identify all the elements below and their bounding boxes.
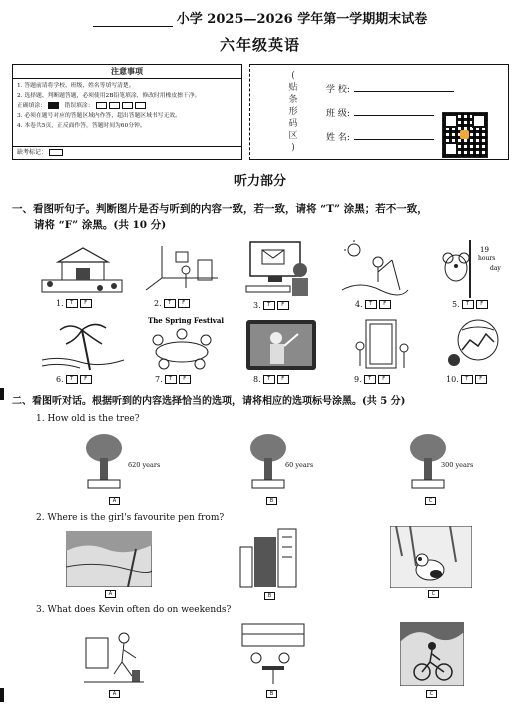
false-bubble[interactable]: F	[80, 299, 92, 308]
q1-option-b[interactable]: B	[266, 497, 277, 505]
false-bubble[interactable]: F	[80, 375, 92, 384]
true-bubble[interactable]: T	[462, 300, 474, 309]
item-number: 6.	[56, 375, 64, 384]
notice-rule: 1. 答题前请将学校、班级、姓名等填写清楚。	[17, 83, 135, 89]
class-label: 班 级:	[326, 109, 350, 119]
tree-age-c: 300 years	[441, 461, 474, 469]
q3-option-b[interactable]: B	[266, 690, 277, 698]
item-10-answer	[446, 375, 487, 384]
school-blank	[93, 26, 173, 27]
false-bubble[interactable]: F	[277, 301, 289, 310]
item-7-answer	[155, 375, 191, 384]
sticker-char: 形	[288, 107, 298, 117]
item-number: 2.	[154, 299, 162, 308]
true-bubble[interactable]: T	[263, 375, 275, 384]
item-5-answer	[452, 300, 488, 309]
item-9-answer	[354, 375, 390, 384]
false-bubble[interactable]: F	[475, 375, 487, 384]
true-bubble[interactable]: T	[66, 375, 78, 384]
tree-age-b: 60 years	[285, 461, 314, 469]
tree-option-a	[82, 430, 132, 494]
cleaning-option-a	[84, 624, 144, 688]
picture-5-hours-number: 19	[480, 246, 489, 254]
true-bubble[interactable]: T	[365, 300, 377, 309]
item-number: 7.	[155, 375, 163, 384]
q3-option-c[interactable]: C	[426, 690, 437, 698]
question-1: 1. How old is the tree?	[36, 414, 140, 424]
false-bubble[interactable]: F	[378, 375, 390, 384]
q2-option-b[interactable]: B	[264, 592, 275, 600]
qr-code-image	[442, 112, 488, 158]
true-bubble[interactable]: T	[263, 301, 275, 310]
exam-title	[0, 8, 520, 27]
true-bubble[interactable]: T	[66, 299, 78, 308]
question-3: 3. What does Kevin often do on weekends?	[36, 605, 232, 615]
item-number: 5.	[452, 300, 460, 309]
notice-fill-example	[17, 101, 237, 111]
sticker-char: 区	[288, 131, 298, 141]
notice-rule: 正确填涂：	[17, 103, 46, 109]
q1-option-c[interactable]: C	[425, 497, 436, 505]
notice-rule: 4. 本卷共5页，正反面作答，答题时间为60分钟。	[17, 123, 146, 129]
part2-instruction: 二、看图听对话。根据听到的内容选择恰当的选项，请将相应的选项标号涂黑。(共 5 分)	[12, 396, 406, 407]
picture-2-room	[142, 240, 222, 296]
q2-option-c[interactable]: C	[428, 590, 439, 598]
notice-rule: 3. 必须在题号对应的答题区域内作答，超出答题区域书写无效。	[17, 113, 181, 119]
q2-option-a[interactable]: A	[105, 590, 116, 598]
item-number: 8.	[253, 375, 261, 384]
qr-corner	[472, 114, 486, 128]
false-bubble[interactable]: F	[476, 300, 488, 309]
picture-5-koala	[436, 240, 506, 298]
picture-5-hours-unit: hours	[478, 255, 496, 262]
section-title: 听力部分	[233, 174, 286, 189]
exam-title-text: 小学 2025—2026 学年第一学期期末试卷	[176, 12, 428, 27]
wrong-fill-mark-1	[96, 102, 107, 109]
wrong-fill-mark-2	[109, 102, 120, 109]
picture-8-blackboard	[244, 318, 318, 372]
item-number: 10.	[446, 375, 459, 384]
wrong-fill-mark-4	[135, 102, 146, 109]
correct-fill-mark	[48, 102, 59, 109]
question-2: 2. Where is the girl's favourite pen from?	[36, 513, 225, 523]
scan-alignment-mark	[0, 388, 4, 400]
false-bubble[interactable]: F	[179, 375, 191, 384]
notice-heading: 注意事项	[13, 65, 241, 79]
part1-instruction-line: 请将 “F” 涂黑。(共 10 分)	[34, 219, 167, 231]
school-field[interactable]	[326, 82, 454, 95]
absent-mark-label: 缺考标记：	[17, 149, 48, 156]
part1-instruction	[12, 201, 518, 233]
barcode-sticker-area	[287, 70, 299, 154]
qr-corner	[444, 114, 458, 128]
qr-logo	[460, 130, 469, 139]
name-label: 姓 名:	[326, 133, 350, 143]
false-bubble[interactable]: F	[178, 299, 190, 308]
school-line[interactable]	[354, 91, 454, 92]
part1-instruction-line: 一、看图听句子。判断图片是否与听到的内容一致，若一致，请将 “T” 涂黑；若不一致，	[12, 203, 428, 215]
name-line[interactable]	[354, 139, 434, 140]
absent-checkbox[interactable]	[49, 149, 63, 156]
picture-3-computer	[240, 240, 316, 300]
school-label: 学 校:	[326, 85, 350, 95]
item-number: 4.	[355, 300, 363, 309]
item-number: 9.	[354, 375, 362, 384]
notice-rule: 错误填涂：	[64, 103, 94, 109]
absent-mark	[13, 146, 241, 159]
true-bubble[interactable]: T	[164, 299, 176, 308]
building-option-b	[236, 527, 302, 589]
wrong-fill-mark-3	[122, 102, 133, 109]
picture-7-caption: The Spring Festival	[148, 316, 225, 325]
notice-box	[12, 64, 242, 160]
sticker-char: 条	[288, 95, 298, 105]
panda-option-c	[390, 526, 472, 588]
cycling-option-c	[400, 622, 464, 686]
beach-option-a	[66, 531, 152, 587]
picture-4-farmer	[340, 240, 410, 296]
false-bubble[interactable]: F	[277, 375, 289, 384]
picture-7-spring-festival	[140, 314, 226, 372]
item-4-answer	[355, 300, 391, 309]
qr-corner	[444, 142, 458, 156]
item-number: 3.	[253, 301, 261, 310]
false-bubble[interactable]: F	[379, 300, 391, 309]
item-1-answer	[56, 299, 92, 308]
name-field[interactable]	[326, 130, 434, 143]
picture-10-great-wall	[440, 316, 504, 372]
notice-rule: 2. 选择题、判断题答题，必须使用2B铅笔填涂，修改时用橡皮擦干净。	[17, 93, 201, 99]
item-8-answer	[253, 375, 289, 384]
item-2-answer	[154, 299, 190, 308]
class-line[interactable]	[354, 115, 434, 116]
class-field[interactable]	[326, 106, 434, 119]
q3-option-a[interactable]: A	[109, 690, 120, 698]
notice-rules	[13, 79, 241, 133]
picture-1-palace	[40, 240, 126, 296]
true-bubble[interactable]: T	[165, 375, 177, 384]
item-6-answer	[56, 375, 92, 384]
cafe-option-b	[240, 622, 306, 688]
true-bubble[interactable]: T	[364, 375, 376, 384]
picture-6-beach	[40, 316, 126, 372]
picture-5-day: day	[490, 265, 501, 272]
tree-age-a: 620 years	[128, 461, 161, 469]
sticker-char: 贴	[288, 83, 298, 93]
item-number: 1.	[56, 299, 64, 308]
q1-option-a[interactable]: A	[109, 497, 120, 505]
picture-9-door	[346, 316, 416, 372]
sticker-char: )	[291, 143, 295, 153]
item-3-answer	[253, 301, 289, 310]
sticker-char: 码	[288, 119, 298, 129]
scan-alignment-mark	[0, 688, 4, 702]
exam-subject: 六年级英语	[219, 36, 300, 54]
true-bubble[interactable]: T	[461, 375, 473, 384]
sticker-char: (	[291, 71, 295, 81]
